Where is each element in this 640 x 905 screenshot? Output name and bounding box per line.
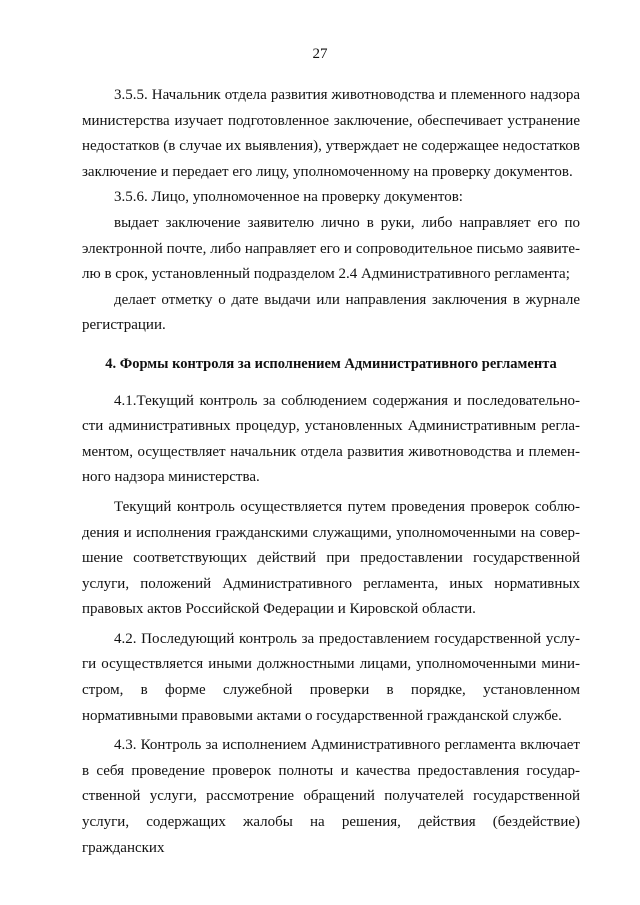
paragraph-3-5-5: 3.5.5. Начальник отдела развития животноводства и племенного надзора министерства изучает подготовленное заключение, обеспечивает устранение недостатков (в случае их выявления), утверждает не содержащее недостатков заключение и передает его лицу, уполномоченному на проверку документов. [82,87,580,180]
paragraph-registration-mark: делает отметку о дате выдачи или направления заключения в журнале регистрации. [82,291,580,334]
paragraph-4-2: 4.2. Последующий контроль за предоставлением государственной услуги осуществляется иными должностными лицами, уполномоченными министром, в форме служебной проверки в порядке, установленном нормативными правовыми актами о государственной гражданской службе. [82,630,580,724]
paragraph-current-control: Текущий контроль осуществляется путем проведения проверок соблюдения и исполнения гражданскими служащими, уполномоченными на совершение соответствующих действий при предоставлении государственной услуги, положений Административного регламента, иных нормативных правовых актов Российской Федерации и Кировской области. [82,498,580,618]
section-heading: 4. Формы контроля за исполнением Административного регламента [105,355,557,372]
paragraph-4-1: 4.1.Текущий контроль за соблюдением содержания и последовательности административных процедур, установленных Административным регламентом, осуществляет начальник отдела развития животноводства и племенного надзора министерства. [82,392,580,486]
document-body [82,83,580,861]
page-number: 27 [312,46,328,62]
paragraph-3-5-6: 3.5.6. Лицо, уполномоченное на проверку документов: [114,189,463,206]
paragraph-4-3: 4.3. Контроль за исполнением Административного регламента включает в себя проведение проверок полноты и качества предоставления государственной услуги, рассмотрение обращений получателей государственной услуги, содержащих жалобы на решения, действия (бездействие) гражданских [82,737,580,856]
paragraph-issue-conclusion: выдает заключение заявителю лично в руки, либо направляет его по электронной почте, либо направляет его и сопроводительное письмо заявителю в срок, установленный подразделом 2.4 Административного регламента; [82,214,580,283]
